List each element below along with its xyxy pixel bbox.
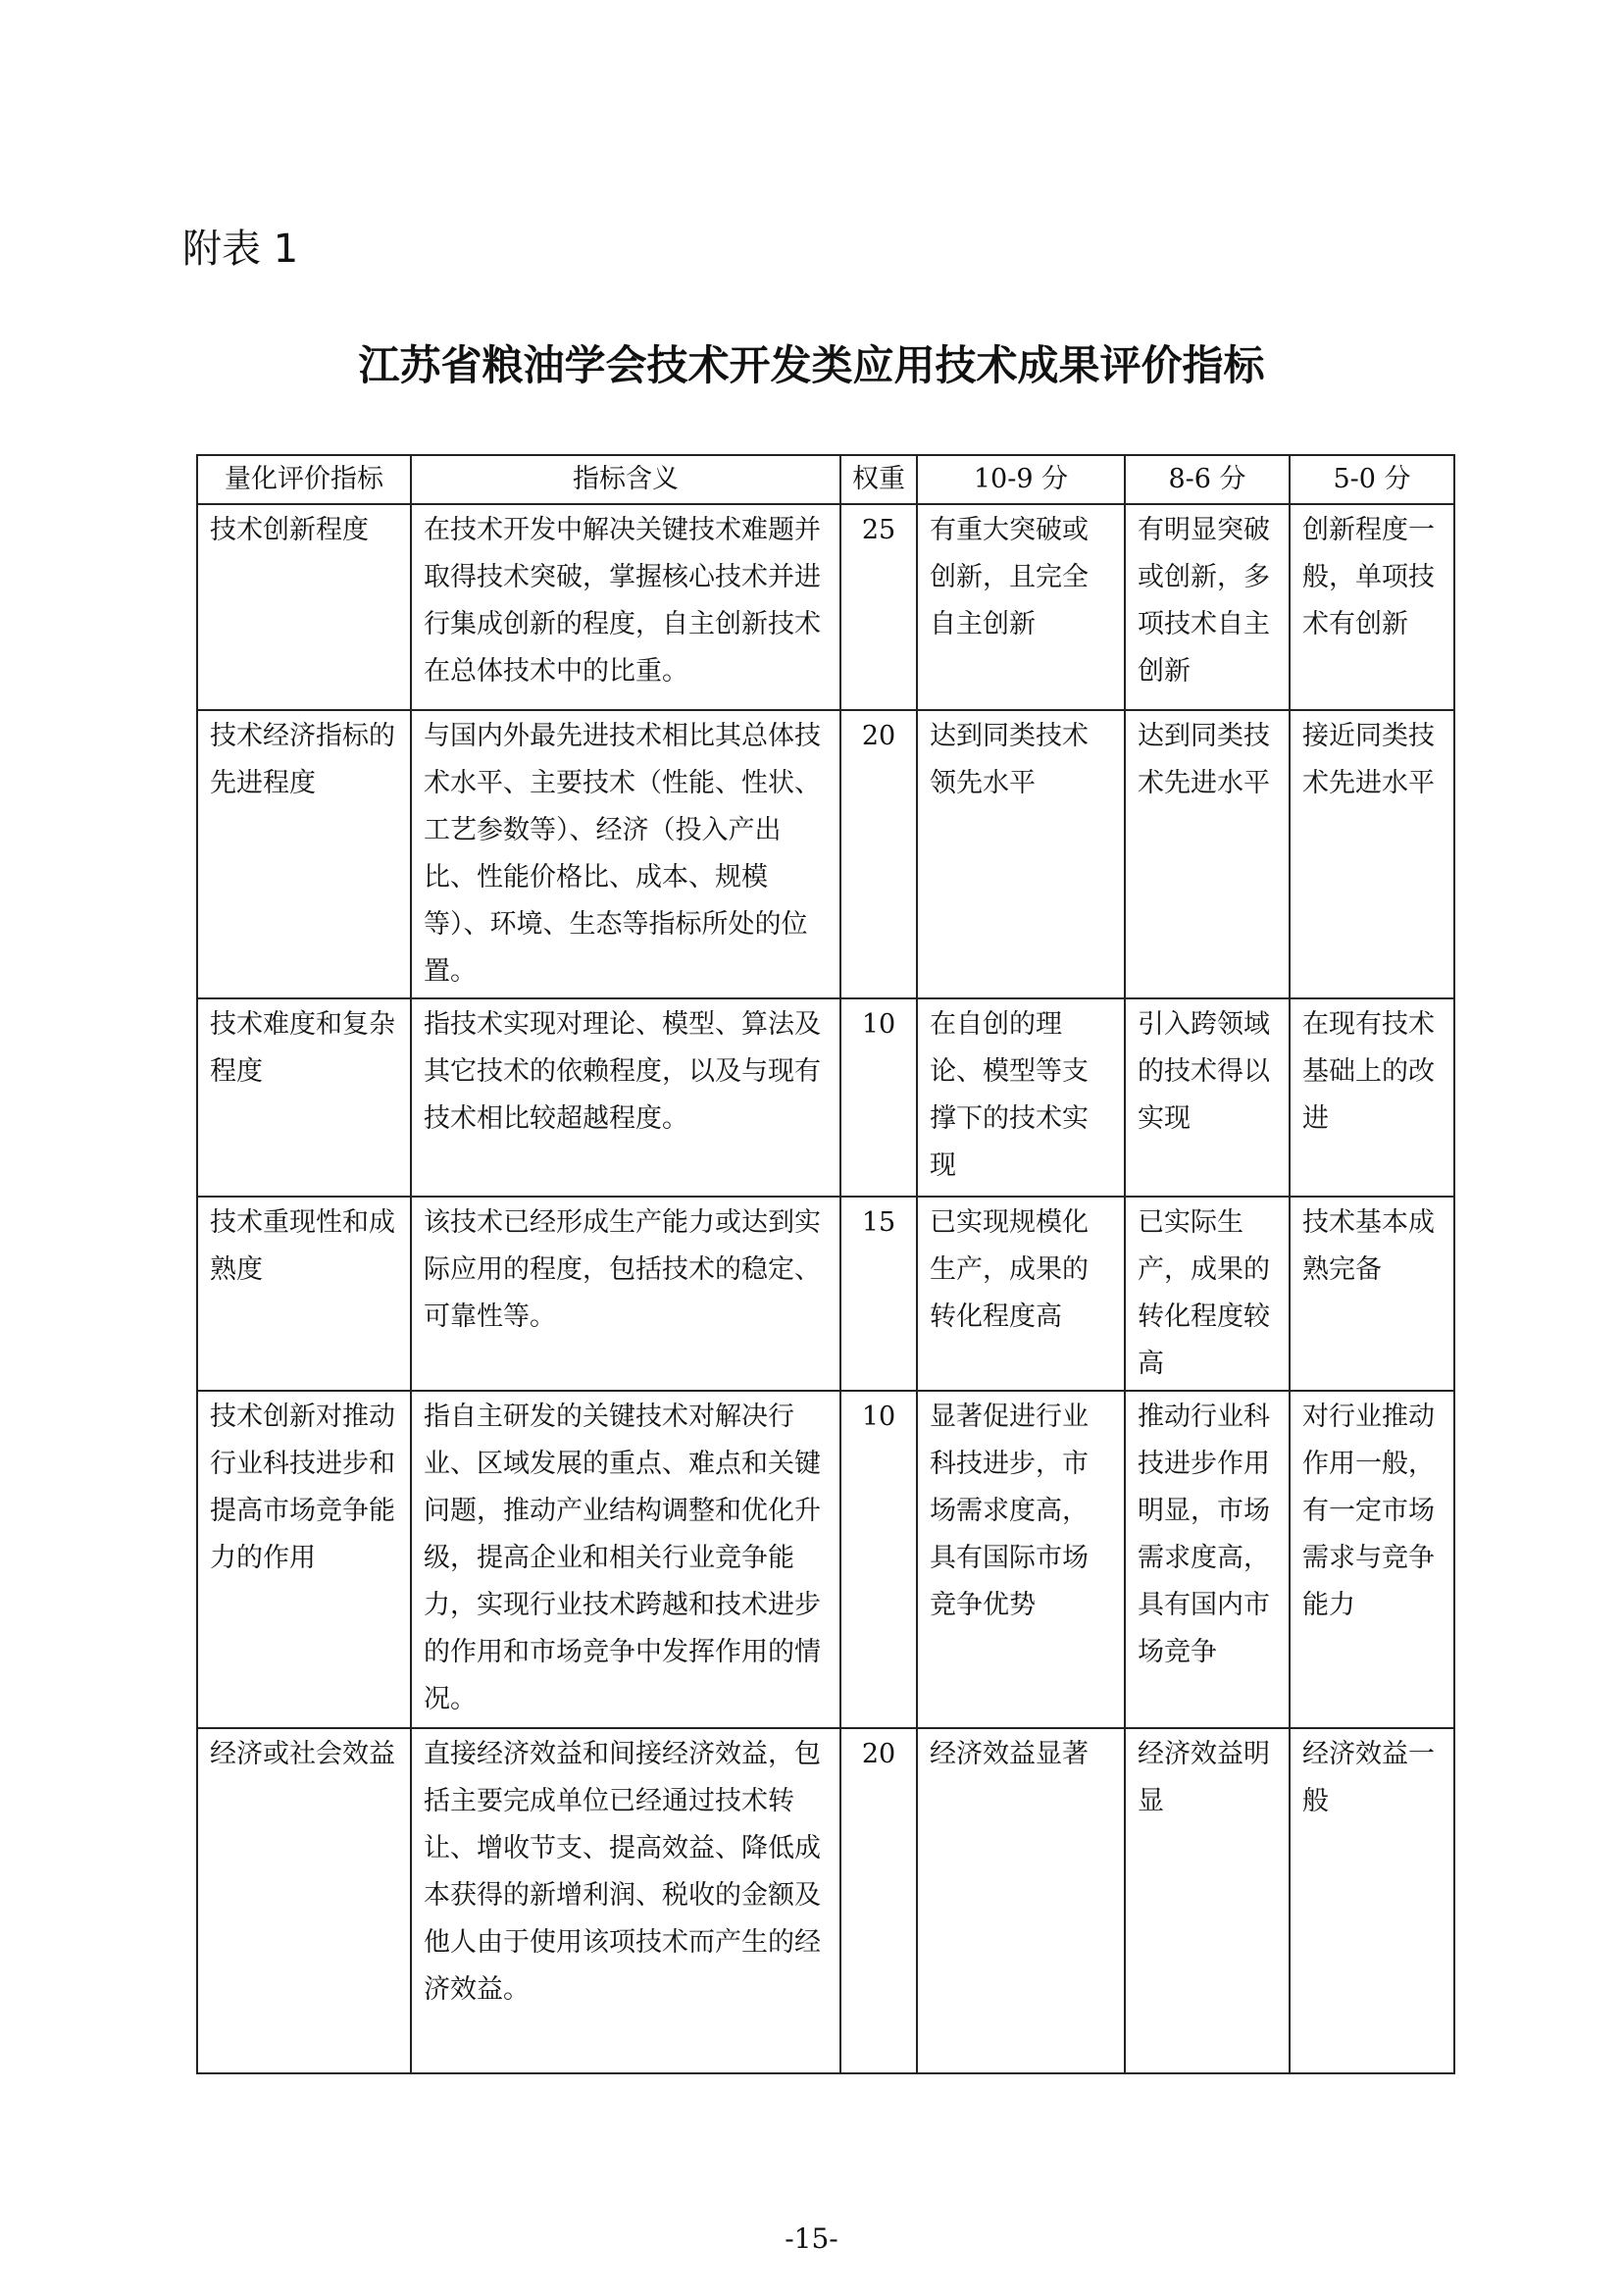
cell-score-5-0: 在现有技术基础上的改进 (1290, 998, 1454, 1197)
cell-score-8-6: 已实际生产，成果的转化程度较高 (1125, 1197, 1290, 1391)
appendix-label: 附表 1 (182, 227, 299, 272)
cell-score-5-0: 经济效益一般 (1290, 1728, 1454, 2073)
column-header-score-8-6: 8-6 分 (1125, 455, 1290, 504)
column-header-meaning: 指标含义 (411, 455, 840, 504)
table-row (197, 504, 1454, 710)
cell-score-5-0: 对行业推动作用一般，有一定市场需求与竞争能力 (1290, 1391, 1454, 1728)
cell-meaning: 直接经济效益和间接经济效益，包括主要完成单位已经通过技术转让、增收节支、提高效益、降低成本获得的新增利润、税收的金额及他人由于使用该项技术而产生的经济效益。 (411, 1728, 840, 2073)
cell-meaning: 该技术已经形成生产能力或达到实际应用的程度，包括技术的稳定、可靠性等。 (411, 1197, 840, 1391)
cell-score-8-6: 有明显突破或创新，多项技术自主创新 (1125, 504, 1290, 710)
cell-score-10-9: 有重大突破或创新，且完全自主创新 (917, 504, 1125, 710)
column-header-indicator: 量化评价指标 (197, 455, 411, 504)
cell-indicator: 技术经济指标的先进程度 (197, 710, 411, 998)
cell-meaning: 与国内外最先进技术相比其总体技术水平、主要技术（性能、性状、工艺参数等）、经济（投入产出比、性能价格比、成本、规模等）、环境、生态等指标所处的位置。 (411, 710, 840, 998)
cell-score-8-6: 达到同类技术先进水平 (1125, 710, 1290, 998)
cell-weight: 20 (840, 710, 917, 998)
cell-score-5-0: 创新程度一般，单项技术有创新 (1290, 504, 1454, 710)
cell-indicator: 技术创新程度 (197, 504, 411, 710)
table-row (197, 1728, 1454, 2073)
column-header-score-10-9: 10-9 分 (917, 455, 1125, 504)
cell-score-10-9: 在自创的理论、模型等支撑下的技术实现 (917, 998, 1125, 1197)
column-header-weight: 权重 (840, 455, 917, 504)
cell-score-10-9: 显著促进行业科技进步，市场需求度高，具有国际市场竞争优势 (917, 1391, 1125, 1728)
evaluation-table (196, 454, 1455, 2074)
cell-score-5-0: 接近同类技术先进水平 (1290, 710, 1454, 998)
page-number: -15- (785, 2222, 838, 2255)
cell-score-8-6: 经济效益明显 (1125, 1728, 1290, 2073)
column-header-score-5-0: 5-0 分 (1290, 455, 1454, 504)
cell-indicator: 技术难度和复杂程度 (197, 998, 411, 1197)
table-row (197, 998, 1454, 1197)
table-header-row (197, 455, 1454, 504)
cell-indicator: 技术重现性和成熟度 (197, 1197, 411, 1391)
cell-weight: 20 (840, 1728, 917, 2073)
cell-meaning: 在技术开发中解决关键技术难题并取得技术突破，掌握核心技术并进行集成创新的程度，自主创新技术在总体技术中的比重。 (411, 504, 840, 710)
cell-score-10-9: 已实现规模化生产，成果的转化程度高 (917, 1197, 1125, 1391)
cell-weight: 10 (840, 998, 917, 1197)
table-row (197, 1391, 1454, 1728)
table-row (197, 710, 1454, 998)
cell-weight: 10 (840, 1391, 917, 1728)
document-title: 江苏省粮油学会技术开发类应用技术成果评价指标 (358, 341, 1265, 389)
cell-meaning: 指技术实现对理论、模型、算法及其它技术的依赖程度，以及与现有技术相比较超越程度。 (411, 998, 840, 1197)
cell-score-10-9: 经济效益显著 (917, 1728, 1125, 2073)
cell-meaning: 指自主研发的关键技术对解决行业、区域发展的重点、难点和关键问题，推动产业结构调整和优化升级，提高企业和相关行业竞争能力，实现行业技术跨越和技术进步的作用和市场竞争中发挥作用的情况。 (411, 1391, 840, 1728)
cell-weight: 25 (840, 504, 917, 710)
cell-weight: 15 (840, 1197, 917, 1391)
cell-score-10-9: 达到同类技术领先水平 (917, 710, 1125, 998)
cell-score-8-6: 引入跨领域的技术得以实现 (1125, 998, 1290, 1197)
cell-indicator: 技术创新对推动行业科技进步和提高市场竞争能力的作用 (197, 1391, 411, 1728)
cell-score-5-0: 技术基本成熟完备 (1290, 1197, 1454, 1391)
cell-indicator: 经济或社会效益 (197, 1728, 411, 2073)
table-row (197, 1197, 1454, 1391)
cell-score-8-6: 推动行业科技进步作用明显，市场需求度高，具有国内市场竞争 (1125, 1391, 1290, 1728)
